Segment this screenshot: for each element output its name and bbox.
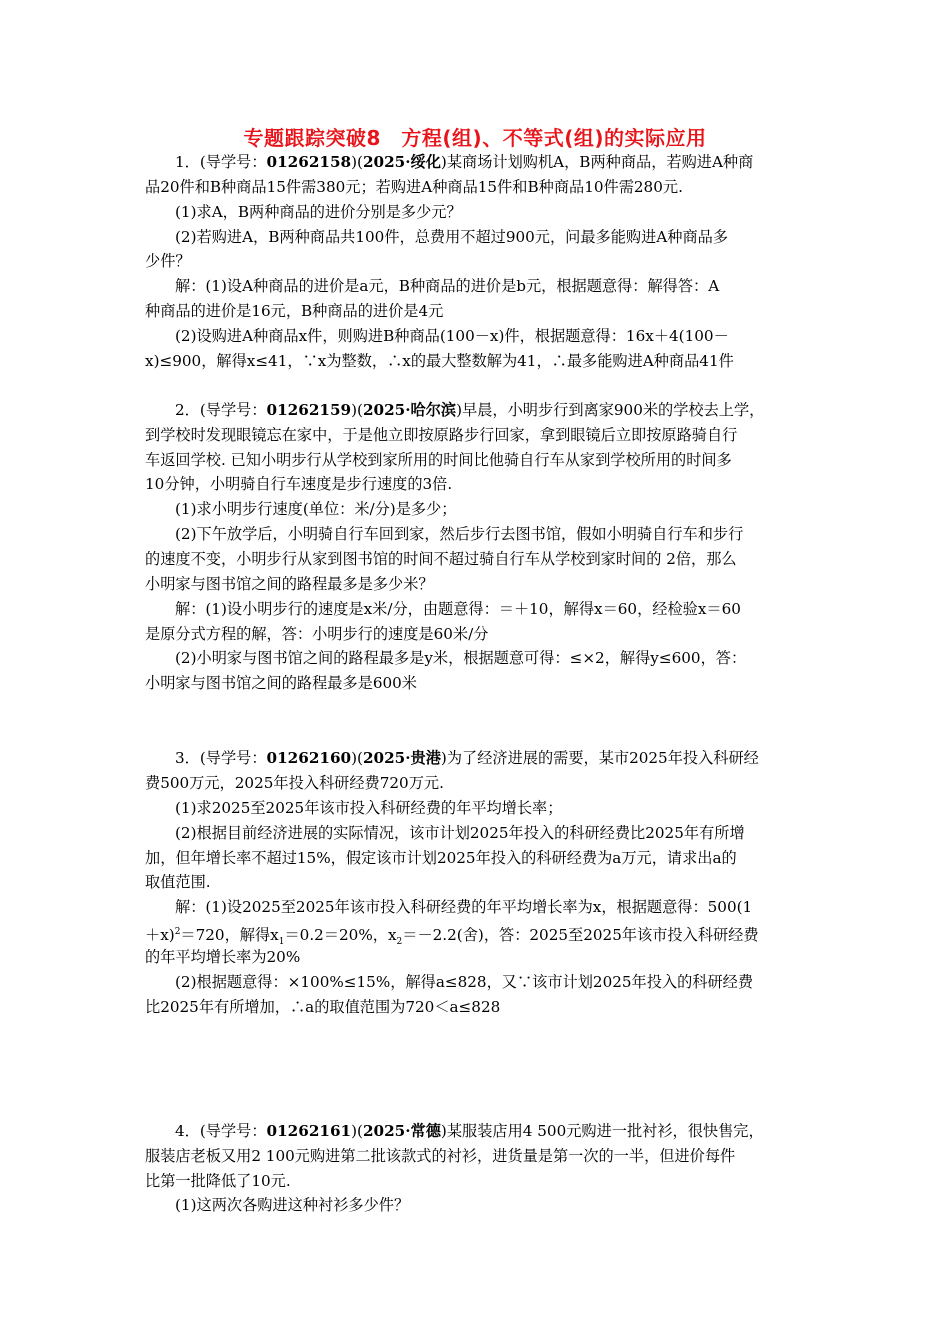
q2-part-2-cont-1: 的速度不变，小明步行从家到图书馆的时间不超过骑自行车从学校到家时间的 2倍，那么 <box>145 550 737 568</box>
q1-line-1: 1．(导学号：01262158)(2025·绥化)某商场计划购机A，B两种商品，若购进A种商 <box>175 153 754 171</box>
q3-guide-id: 01262160 <box>266 749 352 767</box>
q4-source: 2025·常德 <box>362 1122 441 1140</box>
q2-number: 2． <box>175 401 200 419</box>
q2-source: 2025·哈尔滨 <box>362 401 457 419</box>
q3-solution-2: (2)根据题意得：×100%≤15%，解得a≤828，又∵该市计划2025年投入的科研经费 <box>175 973 754 991</box>
q1-part-1: (1)求A，B两种商品的进价分别是多少元？ <box>175 203 462 221</box>
q4-line-1: 4．(导学号：01262161)(2025·常德)某服装店用4 500元购进一批衬衫，很快售完， <box>175 1122 764 1140</box>
q4-part-1: (1)这两次各购进这种衬衫多少件？ <box>175 1196 410 1214</box>
q1-solution-2-cont: x)≤900，解得x≤41，∵x为整数，∴x的最大整数解为41，∴最多能购进A种商品41件 <box>145 352 734 370</box>
q3-part-2-cont-2: 取值范围. <box>145 873 211 891</box>
q1-solution-1: 解：(1)设A种商品的进价是a元，B种商品的进价是b元，根据题意得：解得答：A <box>175 277 720 295</box>
q3-part-1: (1)求2025至2025年该市投入科研经费的年平均增长率； <box>175 799 563 817</box>
q4-line-2: 服装店老板又用2 100元购进第二批该款式的衬衫，进货量是第一次的一半，但进价每件 <box>145 1147 736 1165</box>
q4-number: 4． <box>175 1122 200 1140</box>
q2-line-1: 2．(导学号：01262159)(2025·哈尔滨)早晨，小明步行到离家900米的学校去上学， <box>175 401 765 419</box>
q2-guide-id: 01262159 <box>266 401 352 419</box>
q1-part-2-cont: 少件？ <box>145 252 191 270</box>
q2-solution-2-cont: 小明家与图书馆之间的路程最多是600米 <box>145 674 417 692</box>
q1-line-2: 品20件和B种商品15件需380元；若购进A种商品15件和B种商品10件需280元. <box>145 178 683 196</box>
q2-part-2: (2)下午放学后，小明骑自行车回到家，然后步行去图书馆，假如小明骑自行车和步行 <box>175 525 744 543</box>
page-title: 专题跟踪突破8 方程(组)、不等式(组)的实际应用 <box>243 126 707 150</box>
q3-solution-2-cont: 比2025年有所增加，∴a的取值范围为720＜a≤828 <box>145 998 501 1016</box>
q3-line-1: 3．(导学号：01262160)(2025·贵港)为了经济进展的需要，某市2025年投入科研经 <box>175 749 759 767</box>
q3-part-2: (2)根据目前经济进展的实际情况，该市计划2025年投入的科研经费比2025年有所增 <box>175 824 745 842</box>
q3-source: 2025·贵港 <box>362 749 441 767</box>
q3-part-2-cont-1: 加，但年增长率不超过15%，假定该市计划2025年投入的科研经费为a万元，请求出a的 <box>145 849 737 867</box>
q1-guide-id: 01262158 <box>266 153 352 171</box>
q2-line-2: 到学校时发现眼镜忘在家中，于是他立即按原路步行回家，拿到眼镜后立即按原路骑自行 <box>145 426 738 444</box>
q3-line-2: 费500万元，2025年投入科研经费720万元. <box>145 774 444 792</box>
q2-solution-1-cont: 是原分式方程的解，答：小明步行的速度是60米/分 <box>145 625 489 643</box>
q1-solution-1-cont: 种商品的进价是16元，B种商品的进价是4元 <box>145 302 444 320</box>
q1-part-2: (2)若购进A，B两种商品共100件，总费用不超过900元，问最多能购进A种商品多 <box>175 228 729 246</box>
q3-solution-1: 解：(1)设2025至2025年该市投入科研经费的年平均增长率为x，根据题意得：500(1 <box>175 898 753 916</box>
q4-guide-id: 01262161 <box>266 1122 352 1140</box>
q3-solution-1-cont: ＋x)$^2$＝720，解得$x_1=0.2=20\%$，$x_2=-2.2$(舍)，答：2025至2025年该市投入科研经费 <box>145 926 759 948</box>
q2-part-2-cont-2: 小明家与图书馆之间的路程最多是多少米？ <box>145 575 434 593</box>
q1-number: 1． <box>175 153 200 171</box>
q1-solution-2: (2)设购进A种商品x件，则购进B种商品(100－x)件，根据题意得：16x＋4(100－ <box>175 327 729 345</box>
q3-solution-1-cont-2: 的年平均增长率为20% <box>145 948 301 966</box>
q2-solution-2: (2)小明家与图书馆之间的路程最多是y米，根据题意可得：≤×2，解得y≤600，答： <box>175 649 747 667</box>
q3-number: 3． <box>175 749 200 767</box>
q2-solution-1: 解：(1)设小明步行的速度是x米/分，由题意得：＝＋10，解得x＝60，经检验x＝60 <box>175 600 741 618</box>
q2-line-3: 车返回学校. 已知小明步行从学校到家所用的时间比他骑自行车从家到学校所用的时间多 <box>145 451 732 469</box>
q1-source: 2025·绥化 <box>362 153 441 171</box>
q2-part-1: (1)求小明步行速度(单位：米/分)是多少； <box>175 500 457 518</box>
q4-line-3: 比第一批降低了10元. <box>145 1172 291 1190</box>
q2-line-4: 10分钟，小明骑自行车速度是步行速度的3倍. <box>145 475 453 493</box>
